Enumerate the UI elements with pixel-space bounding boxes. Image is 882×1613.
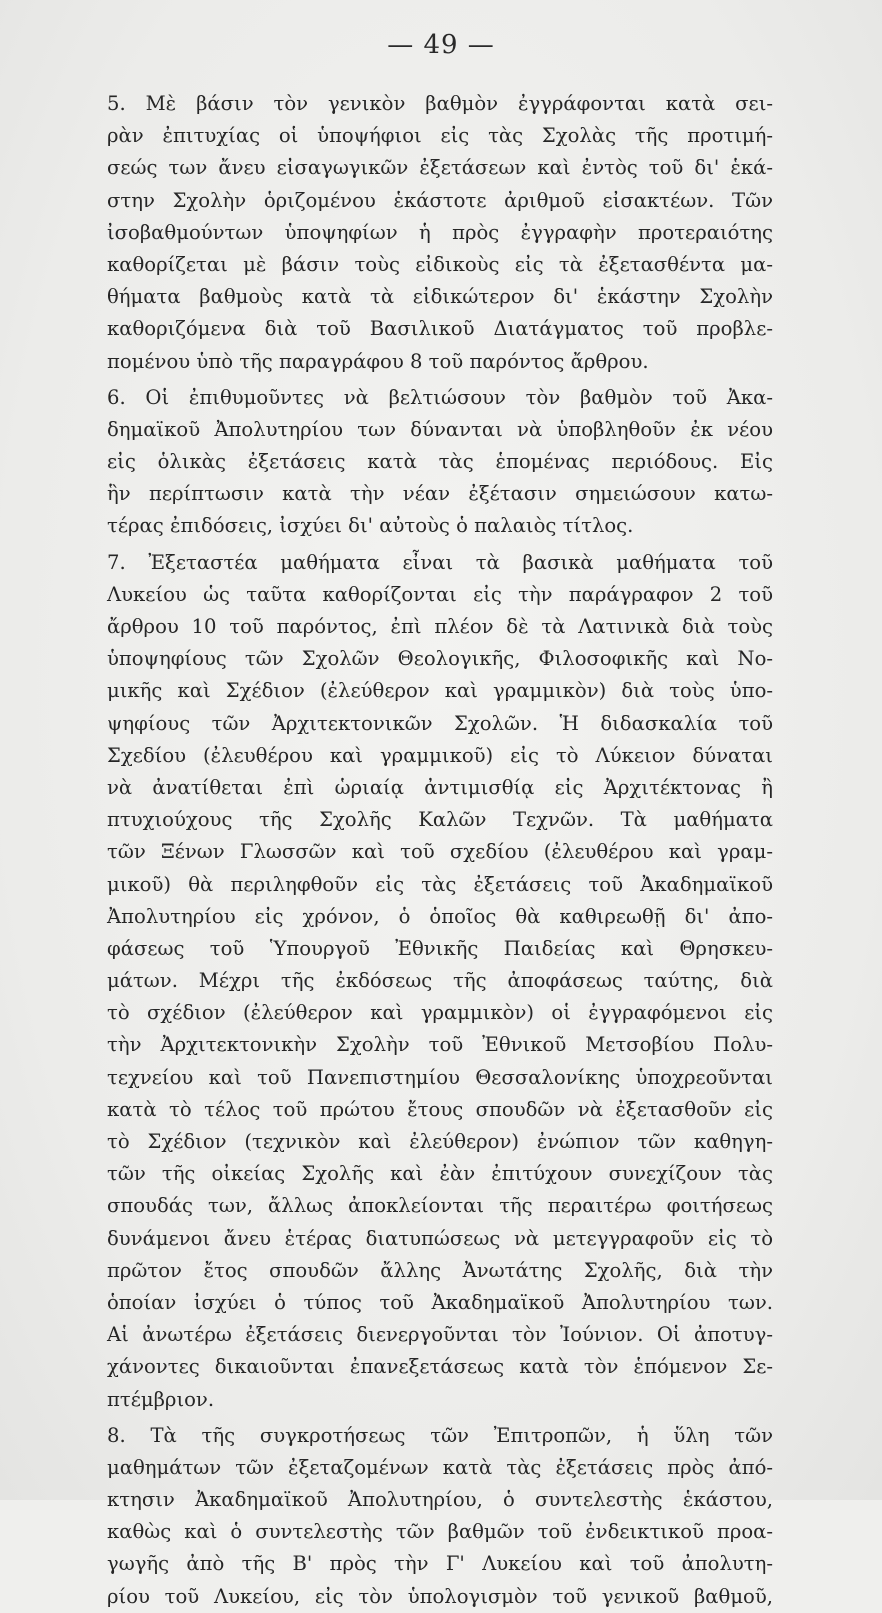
text-line: κατὰ τὸ τέλος τοῦ πρώτου ἔτους σπουδῶν νὰ ἐξετασθοῦν εἰς bbox=[107, 1097, 773, 1121]
text-line: θήματα βαθμοὺς κατὰ τὰ εἰδικώτερον δι' ἑκάστην Σχολὴν bbox=[107, 285, 773, 309]
text-line: Λυκείου ὡς ταῦτα καθορίζονται εἰς τὴν παράγραφον 2 τοῦ bbox=[107, 582, 773, 606]
text-line: τῶν Ξένων Γλωσσῶν καὶ τοῦ σχεδίου (ἐλευθέρου καὶ γραμ- bbox=[107, 840, 773, 864]
text-line: νὰ ἀνατίθεται ἐπὶ ὡριαίᾳ ἀντιμισθίᾳ εἰς Ἀρχιτέκτονας ἢ bbox=[107, 775, 773, 799]
text-line: 6. Οἱ ἐπιθυμοῦντες νὰ βελτιώσουν τὸν βαθμὸν τοῦ Ἀκα- bbox=[107, 385, 773, 409]
text-line: ἄρθρου 10 τοῦ παρόντος, ἐπὶ πλέον δὲ τὰ Λατινικὰ διὰ τοὺς bbox=[107, 615, 773, 638]
text-line: πτέμβριον. bbox=[107, 1387, 215, 1411]
text-line: εἰς ὁλικὰς ἐξετάσεις κατὰ τὰς ἑπομένας περιόδους. Εἰς bbox=[107, 450, 773, 474]
text-line: 8. Τὰ τῆς συγκροτήσεως τῶν Ἐπιτροπῶν, ἡ ὕλη τῶν bbox=[107, 1423, 773, 1447]
text-line: φάσεως τοῦ Ὑπουργοῦ Ἐθνικῆς Παιδείας καὶ Θρησκευ- bbox=[107, 936, 773, 960]
text-line: καθοριζόμενα διὰ τοῦ Βασιλικοῦ Διατάγματος τοῦ προβλε- bbox=[107, 317, 773, 341]
text-line: γωγῆς ἀπὸ τῆς Β' πρὸς τὴν Γ' Λυκείου καὶ τοῦ ἀπολυτη- bbox=[107, 1552, 773, 1576]
paragraph-5 bbox=[107, 88, 773, 378]
paragraph-8 bbox=[107, 1420, 773, 1613]
text-line: σπουδάς των, ἄλλως ἀποκλείονται τῆς περαιτέρω φοιτήσεως bbox=[107, 1194, 773, 1218]
text-line: στην Σχολὴν ὁριζομένου ἑκάστοτε ἀριθμοῦ εἰσακτέων. Τῶν bbox=[107, 188, 773, 212]
text-line: καθορίζεται μὲ βάσιν τοὺς εἰδικοὺς εἰς τὰ ἐξετασθέντα μα- bbox=[107, 252, 773, 276]
text-line: ψηφίους τῶν Ἀρχιτεκτονικῶν Σχολῶν. Ἡ διδασκαλία τοῦ bbox=[107, 711, 773, 735]
text-line: Σχεδίου (ἐλευθέρου καὶ γραμμικοῦ) εἰς τὸ Λύκειον δύναται bbox=[107, 743, 773, 767]
text-line: ρὰν ἐπιτυχίας οἱ ὑποψήφιοι εἰς τὰς Σχολὰς τῆς προτιμή- bbox=[107, 124, 773, 148]
text-line: πτυχιούχους τῆς Σχολῆς Καλῶν Τεχνῶν. Τὰ μαθήματα bbox=[107, 808, 773, 832]
text-line: Ἀπολυτηρίου εἰς χρόνον, ὁ ὁποῖος θὰ καθιρεωθῇ δι' ἀπο- bbox=[107, 904, 773, 928]
text-line: μικῆς καὶ Σχέδιον (ἐλεύθερον καὶ γραμμικὸν) διὰ τοὺς ὑπο- bbox=[107, 679, 773, 703]
text-line: καθὼς καὶ ὁ συντελεστὴς τῶν βαθμῶν τοῦ ἐνδεικτικοῦ προα- bbox=[107, 1520, 773, 1544]
text-line: τὸ σχέδιον (ἐλεύθερον καὶ γραμμικὸν) οἱ ἐγγραφόμενοι εἰς bbox=[107, 1001, 773, 1025]
body-text bbox=[107, 88, 773, 1613]
text-line: χάνοντες δικαιοῦνται ἐπανεξετάσεως κατὰ τὸν ἑπόμενον Σε- bbox=[107, 1355, 773, 1379]
text-line: τὸ Σχέδιον (τεχνικὸν καὶ ἐλεύθερον) ἐνώπιον τῶν καθηγη- bbox=[107, 1130, 773, 1153]
text-line: ρίου τοῦ Λυκείου, εἰς τὸν ὑπολογισμὸν τοῦ γενικοῦ βαθμοῦ, bbox=[107, 1584, 773, 1608]
text-line: τέρας ἐπιδόσεις, ἰσχύει δι' αὐτοὺς ὁ παλαιὸς τίτλος. bbox=[107, 514, 634, 538]
text-line: τῶν τῆς οἰκείας Σχολῆς καὶ ἐὰν ἐπιτύχουν συνεχίζουν τὰς bbox=[107, 1162, 773, 1186]
text-line: Αἱ ἀνωτέρω ἐξετάσεις διενεργοῦνται τὸν Ἰούνιον. Οἱ ἀποτυγ- bbox=[107, 1323, 773, 1347]
text-line: πρῶτον ἔτος σπουδῶν ἄλλης Ἀνωτάτης Σχολῆς, διὰ τὴν bbox=[107, 1258, 773, 1282]
text-line: τεχνείου καὶ τοῦ Πανεπιστημίου Θεσσαλονίκης ὑποχρεοῦνται bbox=[107, 1065, 773, 1089]
text-line: μικοῦ) θὰ περιληφθοῦν εἰς τὰς ἐξετάσεις τοῦ Ἀκαδημαϊκοῦ bbox=[107, 872, 773, 896]
text-line: δημαϊκοῦ Ἀπολυτηρίου των δύνανται νὰ ὑποβληθοῦν ἐκ νέου bbox=[107, 417, 773, 441]
paragraph-6 bbox=[107, 382, 773, 543]
text-line: μαθημάτων τῶν ἐξεταζομένων κατὰ τὰς ἐξετάσεις πρὸς ἀπό- bbox=[107, 1455, 773, 1479]
text-line: σεώς των ἄνευ εἰσαγωγικῶν ἐξετάσεων καὶ ἐντὸς τοῦ δι' ἑκά- bbox=[107, 156, 773, 180]
text-line: ὁποίαν ἰσχύει ὁ τύπος τοῦ Ἀκαδημαϊκοῦ Ἀπολυτηρίου των. bbox=[107, 1290, 773, 1314]
text-line: ὑποψηφίους τῶν Σχολῶν Θεολογικῆς, Φιλοσοφικῆς καὶ Νο- bbox=[107, 647, 773, 671]
text-line: δυνάμενοι ἄνευ ἑτέρας διατυπώσεως νὰ μετεγγραφοῦν εἰς τὸ bbox=[107, 1226, 773, 1250]
page-number: — 49 — bbox=[387, 30, 495, 60]
text-line: μάτων. Μέχρι τῆς ἐκδόσεως τῆς ἀποφάσεως ταύτης, διὰ bbox=[107, 969, 773, 993]
text-line: πομένου ὑπὸ τῆς παραγράφου 8 τοῦ παρόντος ἄρθρου. bbox=[107, 349, 649, 373]
text-line: κτησιν Ἀκαδημαϊκοῦ Ἀπολυτηρίου, ὁ συντελεστὴς ἑκάστου, bbox=[107, 1488, 773, 1512]
text-line: ἣν περίπτωσιν κατὰ τὴν νέαν ἐξέτασιν σημειώσουν κατω- bbox=[107, 482, 773, 506]
text-line: 7. Ἐξεταστέα μαθήματα εἶναι τὰ βασικὰ μαθήματα τοῦ bbox=[107, 550, 773, 574]
paragraph-7 bbox=[107, 547, 773, 1416]
text-line: τὴν Ἀρχιτεκτονικὴν Σχολὴν τοῦ Ἐθνικοῦ Μετσοβίου Πολυ- bbox=[107, 1033, 773, 1057]
text-line: ἰσοβαθμούντων ὑποψηφίων ἡ πρὸς ἐγγραφὴν προτεραιότης bbox=[107, 220, 773, 244]
text-line: 5. Μὲ βάσιν τὸν γενικὸν βαθμὸν ἐγγράφονται κατὰ σει- bbox=[107, 92, 773, 115]
